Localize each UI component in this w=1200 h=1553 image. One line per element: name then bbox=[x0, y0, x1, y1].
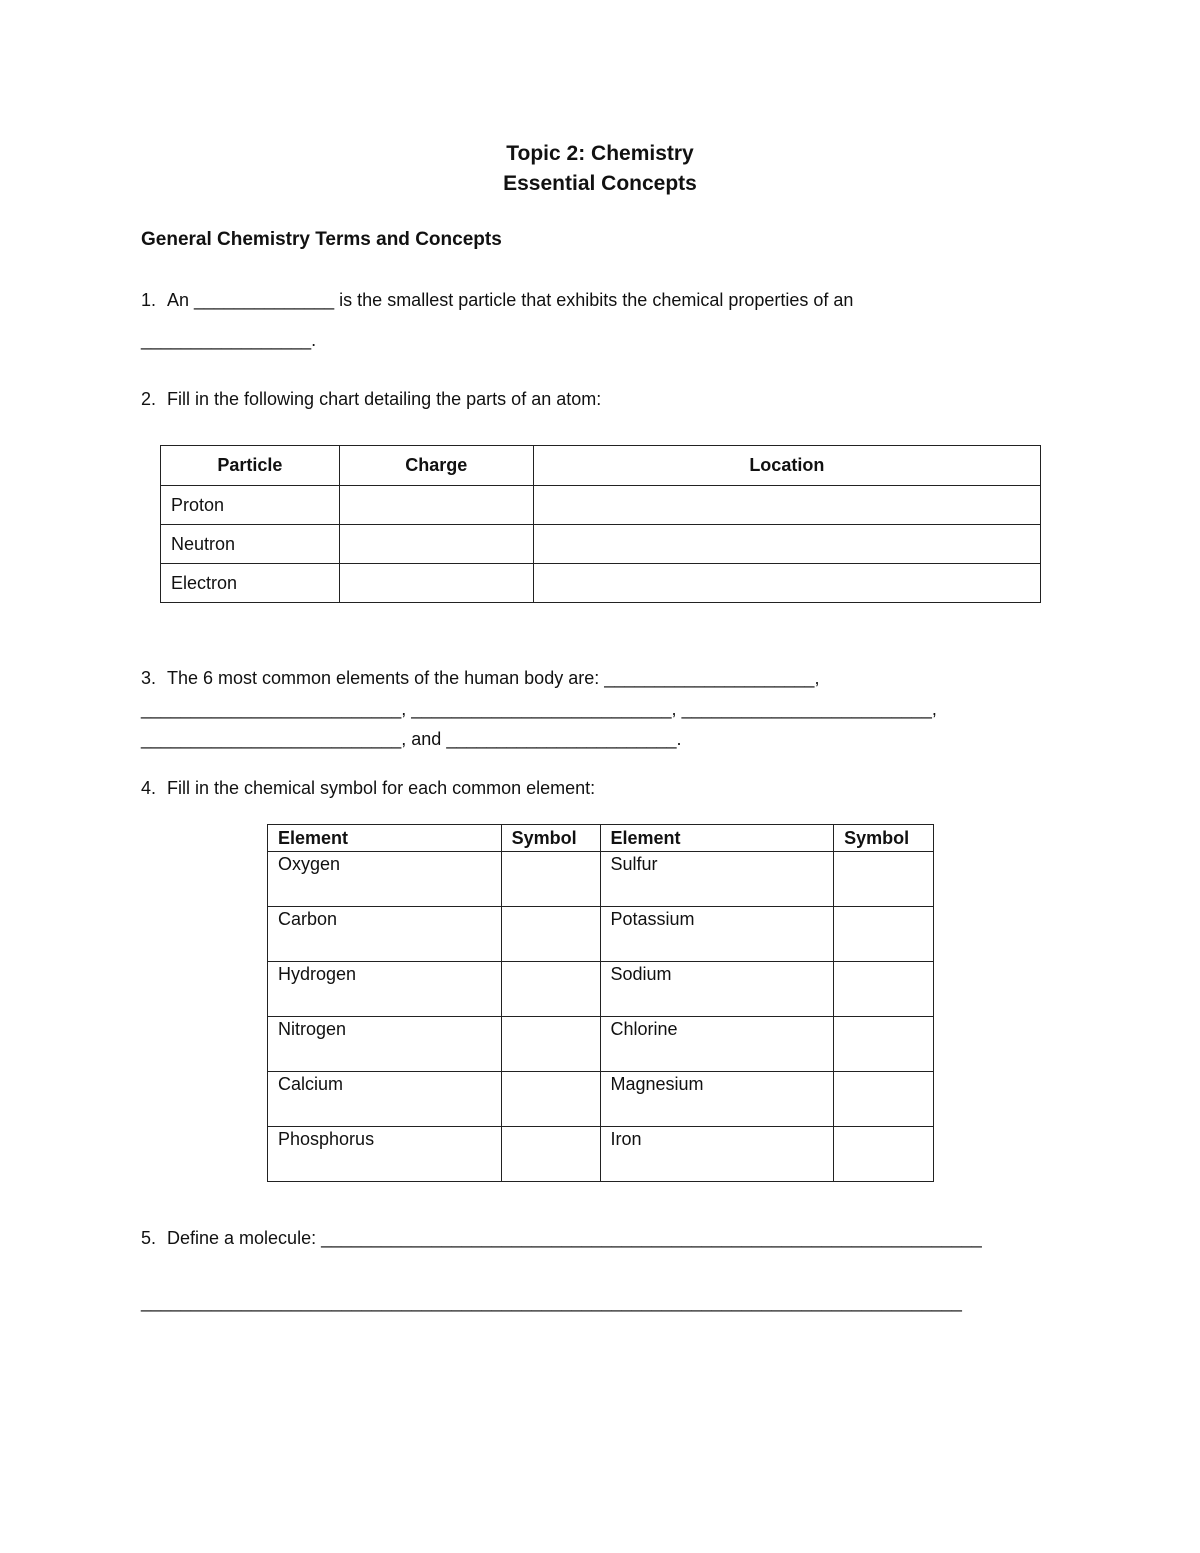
section-heading: General Chemistry Terms and Concepts bbox=[141, 229, 502, 250]
table-row bbox=[161, 564, 1041, 603]
column-header-particle: Particle bbox=[161, 446, 340, 486]
element-symbol-table bbox=[267, 824, 934, 1182]
symbol-blank-cell[interactable] bbox=[834, 1017, 934, 1072]
question-5 bbox=[141, 1228, 982, 1249]
question-4 bbox=[141, 778, 595, 799]
table-row bbox=[268, 1072, 934, 1127]
question-3 bbox=[141, 668, 819, 689]
location-blank-cell[interactable] bbox=[533, 486, 1040, 525]
document-subtitle: Essential Concepts bbox=[503, 172, 697, 195]
symbol-blank-cell[interactable] bbox=[501, 1072, 600, 1127]
particle-cell: Neutron bbox=[161, 525, 340, 564]
element-name-cell: Oxygen bbox=[268, 852, 502, 907]
table-row bbox=[268, 907, 934, 962]
column-header-element: Element bbox=[600, 825, 834, 852]
particle-cell: Proton bbox=[161, 486, 340, 525]
question-number: 2. bbox=[141, 389, 157, 409]
table-header-row bbox=[268, 825, 934, 852]
question-number: 3. bbox=[141, 668, 157, 688]
question-3-line-3: __________________________, and _______________________. bbox=[141, 729, 682, 749]
element-name-cell: Phosphorus bbox=[268, 1127, 502, 1182]
atom-parts-table bbox=[160, 445, 1041, 603]
document-title: Topic 2: Chemistry bbox=[506, 142, 694, 165]
symbol-blank-cell[interactable] bbox=[834, 852, 934, 907]
table-row bbox=[161, 525, 1041, 564]
question-1-line-2: _________________. bbox=[141, 330, 317, 350]
element-name-cell: Hydrogen bbox=[268, 962, 502, 1017]
question-number: 1. bbox=[141, 290, 157, 310]
element-name-cell: Iron bbox=[600, 1127, 834, 1182]
question-1-line-1: An ______________ is the smallest particle that exhibits the chemical properties of an bbox=[167, 290, 854, 310]
question-3-line-2: __________________________, __________________________, _________________________, bbox=[141, 699, 937, 719]
symbol-blank-cell[interactable] bbox=[501, 1017, 600, 1072]
table-row bbox=[268, 852, 934, 907]
question-4-text: Fill in the chemical symbol for each common element: bbox=[167, 778, 596, 798]
question-5-line-1: Define a molecule: __________________________________________________________________ bbox=[167, 1228, 982, 1248]
charge-blank-cell[interactable] bbox=[339, 564, 533, 603]
element-name-cell: Magnesium bbox=[600, 1072, 834, 1127]
question-5-line-2: __________________________________________________________________________________ bbox=[141, 1292, 962, 1312]
column-header-location: Location bbox=[533, 446, 1040, 486]
table-row bbox=[268, 1017, 934, 1072]
symbol-blank-cell[interactable] bbox=[501, 907, 600, 962]
column-header-charge: Charge bbox=[339, 446, 533, 486]
symbol-blank-cell[interactable] bbox=[834, 907, 934, 962]
question-number: 4. bbox=[141, 778, 157, 798]
element-name-cell: Sulfur bbox=[600, 852, 834, 907]
column-header-symbol: Symbol bbox=[834, 825, 934, 852]
element-name-cell: Potassium bbox=[600, 907, 834, 962]
symbol-blank-cell[interactable] bbox=[501, 852, 600, 907]
question-number: 5. bbox=[141, 1228, 157, 1248]
column-header-symbol: Symbol bbox=[501, 825, 600, 852]
symbol-blank-cell[interactable] bbox=[501, 962, 600, 1017]
symbol-blank-cell[interactable] bbox=[501, 1127, 600, 1182]
question-2-text: Fill in the following chart detailing the parts of an atom: bbox=[167, 389, 602, 409]
element-name-cell: Sodium bbox=[600, 962, 834, 1017]
table-header-row bbox=[161, 446, 1041, 486]
element-name-cell: Chlorine bbox=[600, 1017, 834, 1072]
column-header-element: Element bbox=[268, 825, 502, 852]
question-1 bbox=[141, 290, 853, 311]
symbol-blank-cell[interactable] bbox=[834, 1072, 934, 1127]
location-blank-cell[interactable] bbox=[533, 525, 1040, 564]
element-name-cell: Calcium bbox=[268, 1072, 502, 1127]
location-blank-cell[interactable] bbox=[533, 564, 1040, 603]
symbol-blank-cell[interactable] bbox=[834, 962, 934, 1017]
table-row bbox=[161, 486, 1041, 525]
table-row bbox=[268, 1127, 934, 1182]
question-2 bbox=[141, 389, 601, 410]
charge-blank-cell[interactable] bbox=[339, 525, 533, 564]
question-3-line-1: The 6 most common elements of the human body are: _____________________, bbox=[167, 668, 820, 688]
symbol-blank-cell[interactable] bbox=[834, 1127, 934, 1182]
particle-cell: Electron bbox=[161, 564, 340, 603]
table-row bbox=[268, 962, 934, 1017]
element-name-cell: Nitrogen bbox=[268, 1017, 502, 1072]
charge-blank-cell[interactable] bbox=[339, 486, 533, 525]
element-name-cell: Carbon bbox=[268, 907, 502, 962]
